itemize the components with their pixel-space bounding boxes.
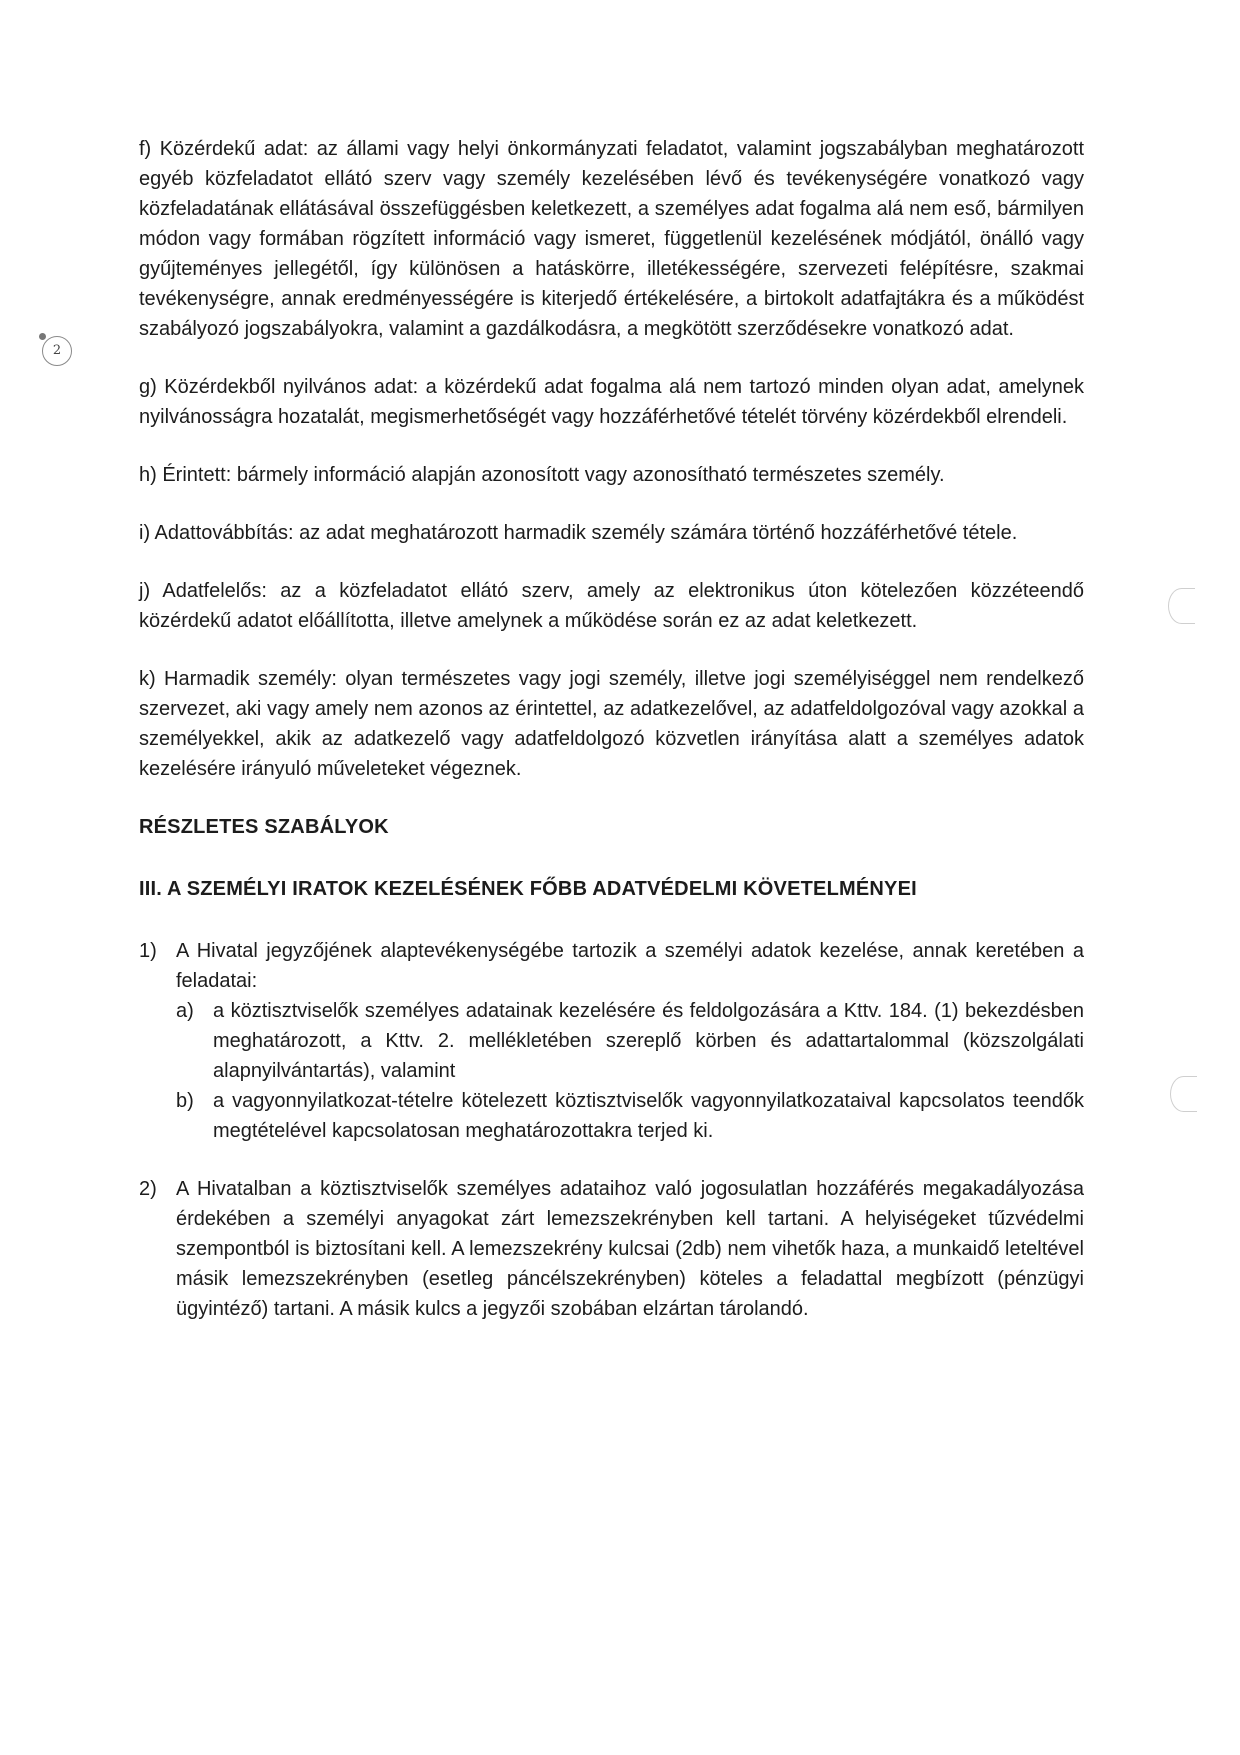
- item-number: 1): [139, 940, 157, 962]
- definition-k: k) Harmadik személy: olyan természetes vagy jogi személy, illetve jogi személyiséggel nem rendelkező szervezet, aki vagy amely nem azonos az érintettel, az adatkezelővel, az adatfeldolgozóval vagy azokkal a személyekkel, akik az adatkezelő vagy adatfeldolgozó közvetlen irányítása alatt a személyes adatok kezelésére irányuló műveleteket végeznek.: [139, 668, 1084, 780]
- punch-hole-icon: [1170, 1076, 1197, 1112]
- numbered-item-1: [139, 936, 1084, 1146]
- sub-item-a: [176, 996, 1084, 1086]
- sub-list: [176, 996, 1084, 1146]
- definition-h: h) Érintett: bármely információ alapján azonosított vagy azonosítható természetes személy.: [139, 464, 945, 486]
- item-number: 2): [139, 1178, 157, 1200]
- sub-item-letter: a): [176, 1000, 194, 1022]
- margin-page-mark: [42, 336, 72, 366]
- item-text: A Hivatalban a köztisztviselők személyes adataihoz való jogosulatlan hozzáférés megakadályozása érdekében a személyi anyagokat zárt lemezszekrényben kell tartani. A helyiségeket tűzvédelmi szempontból is biztosítani kell. A lemezszekrény kulcsai (2db) nem vihetők haza, a munkaidő leteltével másik lemezszekrényben (esetleg páncélszekrényben) köteles a feladattal megbízott (pénzügyi ügyintéző) tartani. A másik kulcs a jegyzői szobában elzártan tárolandó.: [176, 1178, 1084, 1320]
- document-body: [139, 134, 1084, 1352]
- section-heading-iii: III. A SZEMÉLYI IRATOK KEZELÉSÉNEK FŐBB ADATVÉDELMI KÖVETELMÉNYEI: [139, 878, 917, 900]
- sub-item-text: a vagyonnyilatkozat-tételre kötelezett köztisztviselők vagyonnyilatkozataival kapcsolatos teendők megtételével kapcsolatosan meghatározottakra terjed ki.: [213, 1090, 1084, 1142]
- sub-item-text: a köztisztviselők személyes adatainak kezelésére és feldolgozására a Kttv. 184. (1) bekezdésben meghatározott, a Kttv. 2. mellékletében szereplő körben és adattartalommal (közszolgálati alapnyilvántartás), valamint: [213, 1000, 1084, 1082]
- sub-item-b: [176, 1086, 1084, 1146]
- definition-g: g) Közérdekből nyilvános adat: a közérdekű adat fogalma alá nem tartozó minden olyan adat, amelynek nyilvánosságra hozatalát, megismerhetőségét vagy hozzáférhetővé tételét törvény közérdekből elrendeli.: [139, 376, 1084, 428]
- sub-item-letter: b): [176, 1090, 194, 1112]
- definition-f: f) Közérdekű adat: az állami vagy helyi önkormányzati feladatot, valamint jogszabályban meghatározott egyéb közfeladatot ellátó szerv vagy személy kezelésében lévő és tevékenységére vonatkozó vagy közfeladatának ellátásával összefüggésben keletkezett, a személyes adat fogalma alá nem eső, bármilyen módon vagy formában rögzített információ vagy ismeret, függetlenül kezelésének módjától, önálló vagy gyűjteményes jellegétől, így különösen a hatáskörre, illetékességére, szervezeti felépítésre, szakmai tevékenységre, annak eredményességére is kiterjedő értékelésére, a birtokolt adatfajtákra és a működést szabályozó jogszabályokra, valamint a gazdálkodásra, a megkötött szerződésekre vonatkozó adat.: [139, 138, 1084, 340]
- definition-j: j) Adatfelelős: az a közfeladatot ellátó szerv, amely az elektronikus úton kötelezően közzéteendő közérdekű adatot előállította, illetve amelynek a működése során ez az adat keletkezett.: [139, 580, 1084, 632]
- numbered-item-2: [139, 1174, 1084, 1324]
- heading-detailed-rules: RÉSZLETES SZABÁLYOK: [139, 816, 389, 838]
- margin-note-number: 2: [52, 343, 62, 358]
- punch-hole-icon: [1168, 588, 1195, 624]
- definition-i: i) Adattovábbítás: az adat meghatározott harmadik személy számára történő hozzáférhetővé tétele.: [139, 522, 1018, 544]
- margin-dot-icon: [39, 333, 46, 340]
- item-text: A Hivatal jegyzőjének alaptevékenységébe tartozik a személyi adatok kezelése, annak keretében a feladatai:: [176, 940, 1084, 992]
